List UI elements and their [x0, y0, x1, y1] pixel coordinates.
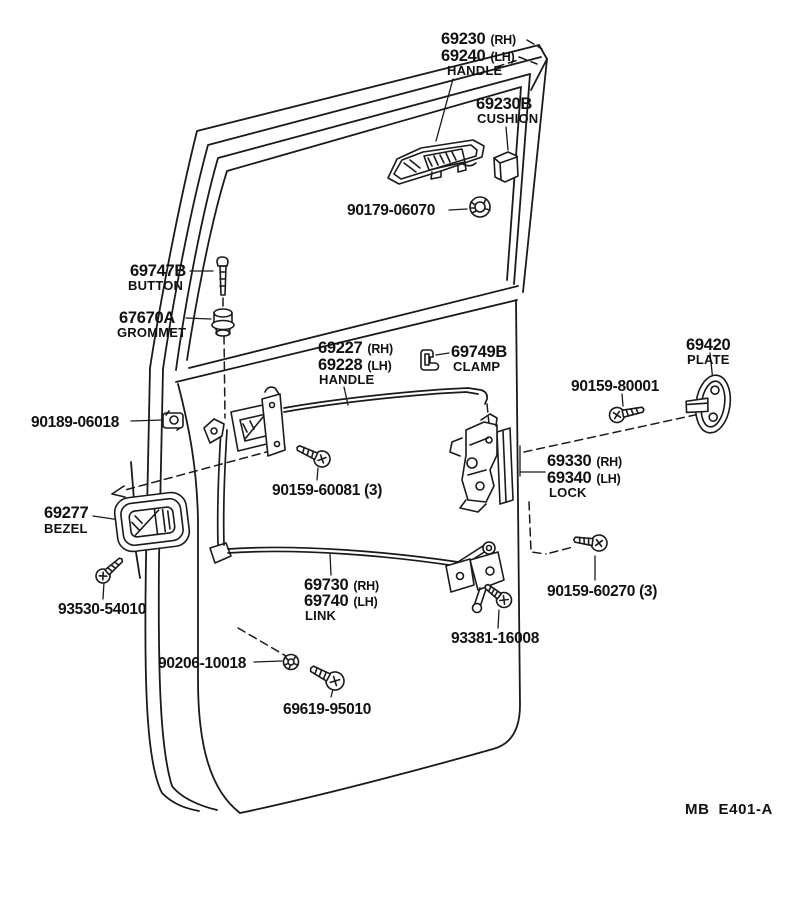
striker-screw-icon — [608, 402, 645, 424]
label-bezel-name: BEZEL — [44, 521, 88, 536]
label-inner-handle-name: HANDLE — [319, 372, 375, 387]
label-outer-handle-lh: 69240 (LH) — [441, 47, 515, 65]
link-grommet-washer-icon — [284, 655, 299, 670]
label-lock-name: LOCK — [549, 485, 587, 500]
label-lock-lh: 69340 (LH) — [547, 469, 621, 487]
part-labels — [31, 30, 773, 818]
label-link-name: LINK — [305, 608, 337, 623]
label-link-rh: 69730 (RH) — [304, 576, 379, 594]
label-outer-handle-rh: 69230 (RH) — [441, 30, 516, 48]
dashed-leader-lines — [112, 40, 695, 656]
bezel-drawing — [113, 491, 191, 553]
outer-handle-drawing — [388, 140, 484, 184]
grommet-icon — [212, 309, 234, 336]
outer-handle-nut-icon — [470, 197, 490, 217]
cushion-drawing — [494, 152, 518, 182]
label-bezel-number: 69277 — [44, 504, 89, 522]
label-clamp-number: 69749B — [451, 343, 507, 361]
button-pin-icon — [217, 257, 228, 295]
label-inner-handle-rh: 69227 (RH) — [318, 339, 393, 357]
bezel-screw-icon — [93, 554, 127, 586]
label-link-pivot-screw: 93381-16008 — [451, 630, 540, 647]
label-striker-plate-number: 69420 — [686, 336, 731, 354]
link-pivot-drawing — [446, 542, 504, 613]
label-cushion-number: 69230B — [476, 95, 532, 113]
label-lock-screws: 90159-60270 (3) — [547, 583, 658, 600]
label-button-number: 69747B — [130, 262, 186, 280]
label-outer-handle-name: HANDLE — [447, 63, 503, 78]
label-inner-handle-lh: 69228 (LH) — [318, 356, 392, 374]
handle-rod-drawing — [284, 388, 487, 412]
clamp-drawing — [421, 350, 439, 370]
lock-screw-icon — [573, 532, 608, 553]
diagram-code: MB E401-A — [685, 801, 773, 818]
label-link-grommet: 90206-10018 — [158, 655, 247, 672]
inner-handle-nut-icon — [163, 411, 183, 430]
label-handle-screws: 90159-60081 (3) — [272, 482, 383, 499]
label-clamp-name: CLAMP — [453, 359, 501, 374]
lock-drawing — [450, 414, 513, 512]
label-grommet-name: GROMMET — [117, 325, 187, 340]
inner-handle-drawing — [204, 387, 285, 456]
label-grommet-number: 67670A — [119, 309, 175, 327]
handle-screw-icon — [294, 440, 333, 470]
striker-plate-drawing — [682, 372, 734, 436]
label-lock-rh: 69330 (RH) — [547, 452, 622, 470]
link-bolt-icon — [306, 660, 347, 693]
label-button-name: BUTTON — [128, 278, 184, 293]
label-cushion-name: CUSHION — [477, 111, 539, 126]
label-link-lh: 69740 (LH) — [304, 592, 378, 610]
label-outer-handle-nut: 90179-06070 — [347, 202, 436, 219]
label-bezel-screw: 93530-54010 — [58, 601, 147, 618]
label-inner-handle-nut: 90189-06018 — [31, 414, 120, 431]
label-striker-screw: 90159-80001 — [571, 378, 660, 395]
label-link-bolt: 69619-95010 — [283, 701, 372, 718]
label-striker-plate-name: PLATE — [687, 352, 730, 367]
